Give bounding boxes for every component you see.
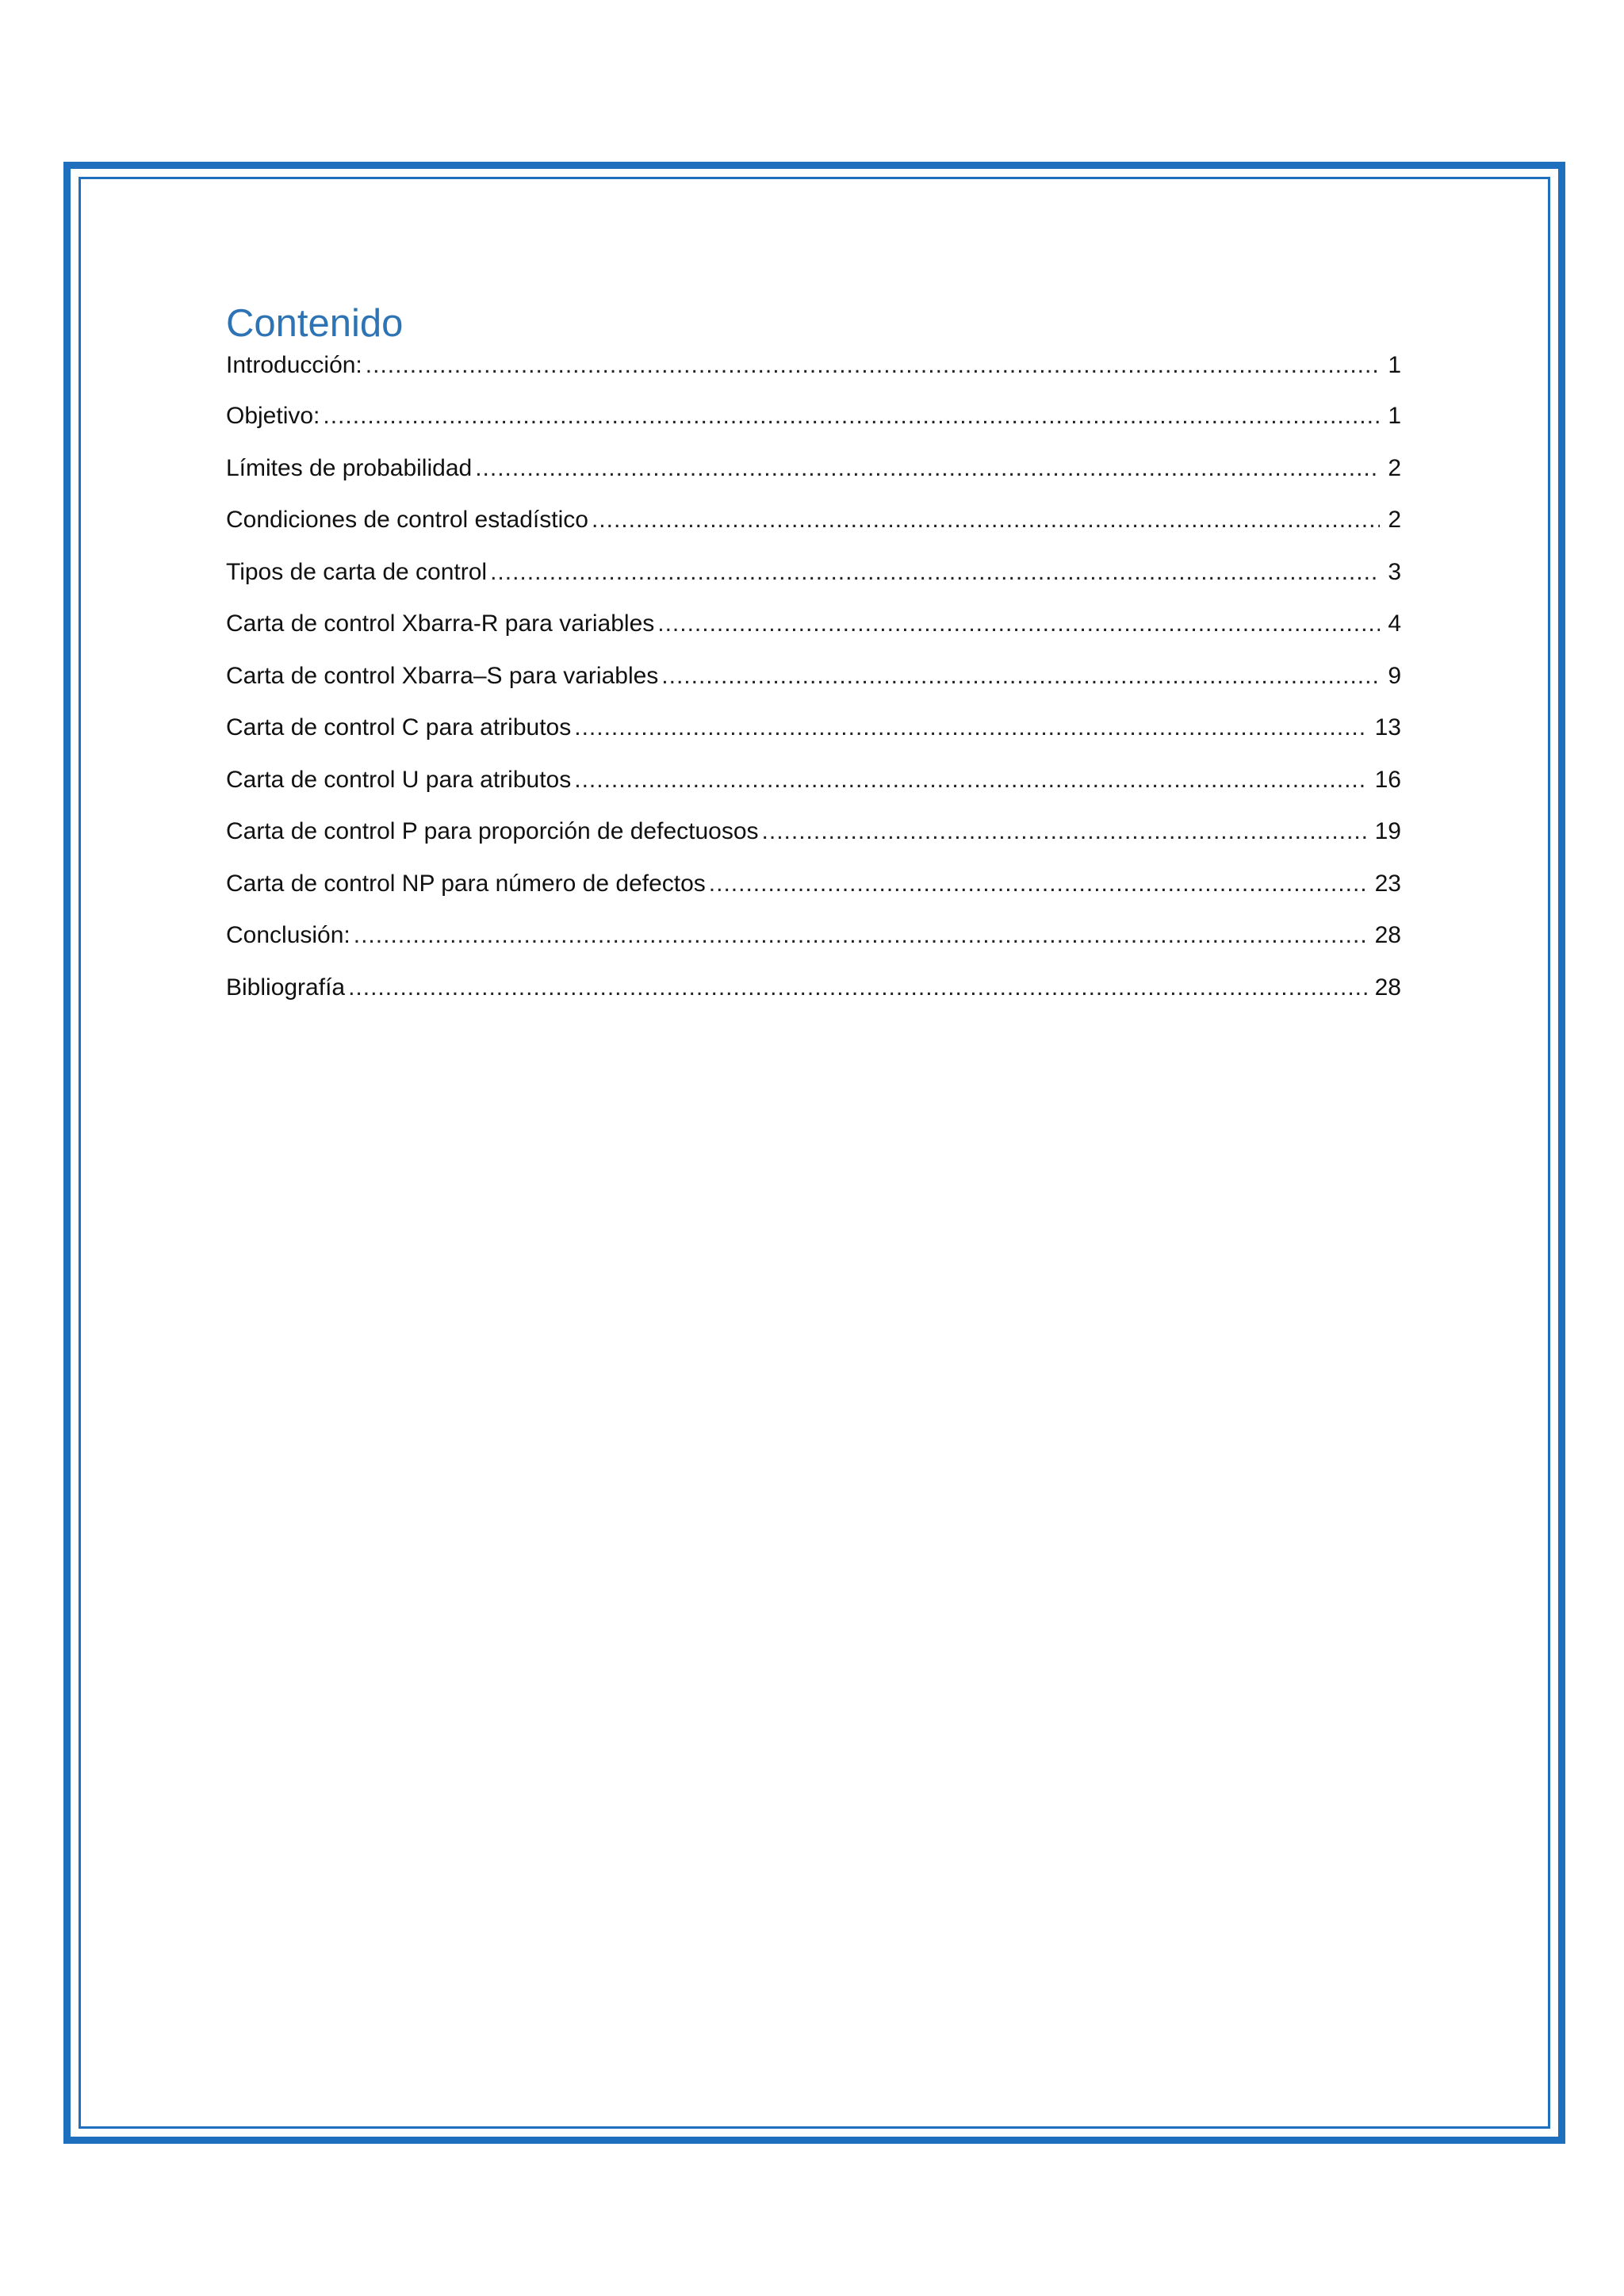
toc-dot-leader [709, 871, 1367, 897]
toc-entry-label: Bibliografía [226, 974, 346, 1001]
toc-entry[interactable] [226, 818, 1401, 871]
toc-entry-page: 3 [1388, 558, 1401, 585]
toc-entry-page: 19 [1374, 818, 1401, 844]
toc-entry-page: 9 [1388, 662, 1401, 689]
toc-entry-page: 4 [1388, 610, 1401, 637]
toc-entry-label: Límites de probabilidad [226, 454, 473, 481]
toc-entry-page: 13 [1374, 714, 1401, 740]
toc-entry-label: Objetivo: [226, 403, 320, 429]
table-of-contents [226, 300, 1401, 1026]
toc-entry-label: Carta de control NP para número de defectos [226, 870, 706, 897]
toc-dot-leader [354, 922, 1367, 949]
toc-dot-leader [657, 610, 1380, 637]
toc-entry[interactable] [226, 352, 1401, 403]
toc-dot-leader [574, 767, 1366, 794]
toc-entry-page: 23 [1374, 870, 1401, 897]
toc-dot-leader [366, 352, 1381, 379]
toc-entry-page: 1 [1388, 403, 1401, 429]
toc-entry[interactable] [226, 871, 1401, 923]
toc-entry-label: Carta de control C para atributos [226, 714, 572, 740]
toc-dot-leader [661, 663, 1380, 690]
toc-entry-page: 2 [1388, 507, 1401, 533]
toc-entry[interactable] [226, 714, 1401, 767]
toc-entry-page: 1 [1388, 352, 1401, 378]
toc-entry[interactable] [226, 610, 1401, 663]
toc-entry-page: 28 [1374, 922, 1401, 948]
toc-dot-leader [574, 714, 1366, 741]
toc-entry-label: Condiciones de control estadístico [226, 507, 588, 533]
toc-entry-label: Conclusión: [226, 922, 350, 948]
toc-dot-leader [592, 507, 1380, 534]
toc-dot-leader [762, 818, 1367, 845]
toc-dot-leader [348, 974, 1367, 1001]
toc-entry-label: Tipos de carta de control [226, 558, 488, 585]
toc-entry-page: 28 [1374, 974, 1401, 1001]
toc-entry[interactable] [226, 455, 1401, 507]
toc-dot-leader [475, 455, 1380, 482]
toc-entry[interactable] [226, 403, 1401, 455]
toc-dot-leader [490, 559, 1380, 586]
toc-entry[interactable] [226, 974, 1401, 1027]
toc-entry-page: 2 [1388, 454, 1401, 481]
toc-entry-label: Carta de control Xbarra–S para variables [226, 662, 659, 689]
toc-entry-label: Carta de control Xbarra-R para variables [226, 610, 655, 637]
toc-list [226, 352, 1401, 1026]
toc-entry[interactable] [226, 507, 1401, 559]
toc-entry-page: 16 [1374, 766, 1401, 793]
toc-entry-label: Introducción: [226, 352, 362, 378]
toc-entry[interactable] [226, 922, 1401, 974]
toc-entry[interactable] [226, 663, 1401, 715]
toc-heading: Contenido [226, 302, 404, 345]
toc-entry[interactable] [226, 559, 1401, 611]
toc-entry-label: Carta de control P para proporción de defectuosos [226, 818, 759, 844]
toc-entry[interactable] [226, 767, 1401, 819]
toc-dot-leader [323, 403, 1380, 430]
toc-entry-label: Carta de control U para atributos [226, 766, 572, 793]
